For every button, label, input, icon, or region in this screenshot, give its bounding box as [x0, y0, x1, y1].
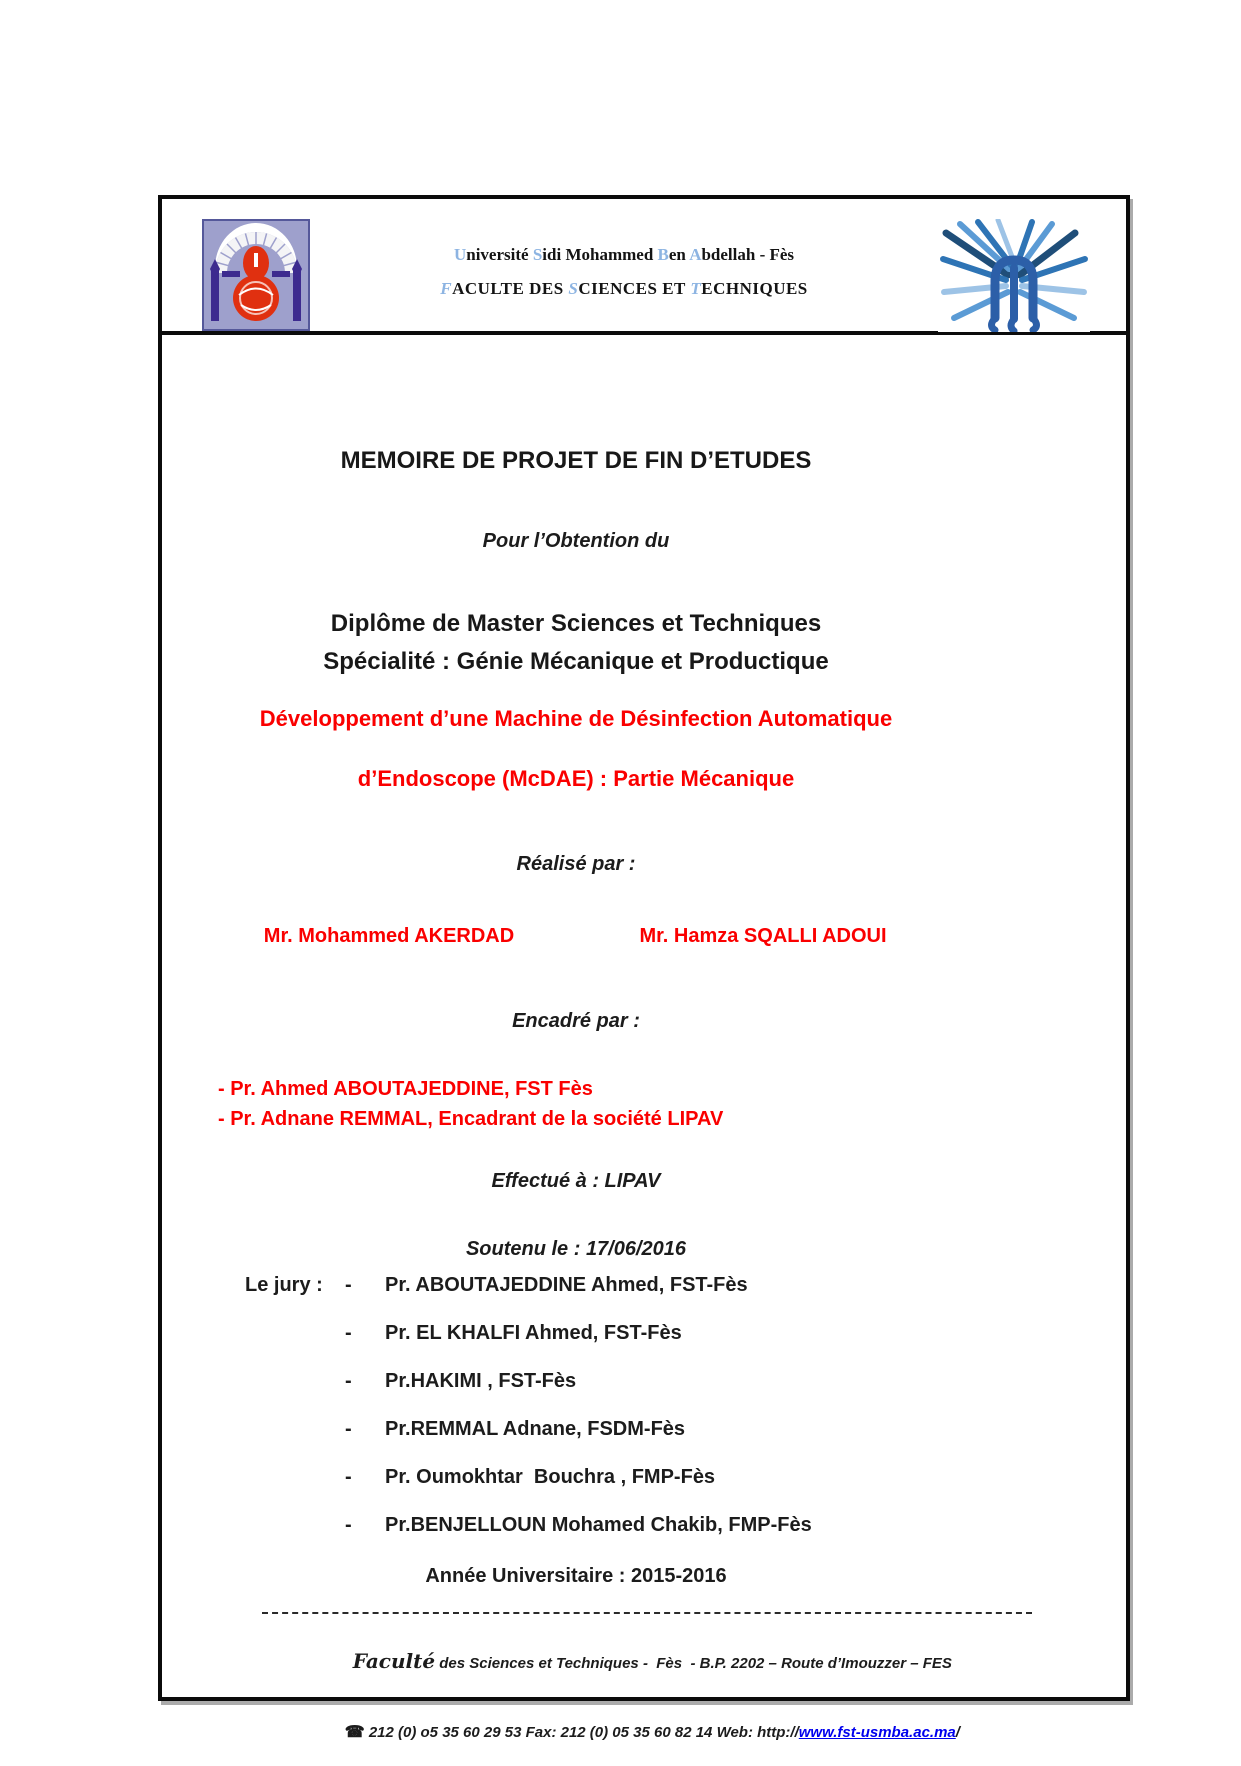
- soutenu-le-line: Soutenu le : 17/06/2016: [465, 1238, 687, 1260]
- document-title: MEMOIRE DE PROJET DE FIN D’ETUDES: [340, 447, 812, 474]
- jury-row: [202, 1357, 950, 1405]
- jury-row: [202, 1453, 950, 1501]
- advisors-list: [218, 1074, 950, 1134]
- advisor-item: - Pr. Ahmed ABOUTAJEDDINE, FST Fès: [218, 1078, 593, 1100]
- jury-member: Pr. ABOUTAJEDDINE Ahmed, FST-Fès: [385, 1273, 748, 1296]
- jury-row: [202, 1501, 950, 1549]
- degree-title: [202, 605, 950, 681]
- pour-obtention-subtitle: Pour l’Obtention du: [482, 530, 670, 552]
- cover-content: [162, 446, 1126, 1588]
- jury-member: Pr. EL KHALFI Ahmed, FST-Fès: [385, 1321, 682, 1344]
- author-left: Mr. Mohammed AKERDAD: [263, 925, 515, 947]
- jury-bullet: -: [345, 1273, 352, 1296]
- fst-emblem-icon: [938, 219, 1090, 332]
- effectue-a-line: Effectué à : LIPAV: [491, 1170, 661, 1192]
- jury-member: Pr.BENJELLOUN Mohamed Chakib, FMP-Fès: [385, 1513, 812, 1536]
- jury-bullet: -: [345, 1321, 352, 1344]
- jury-bullet: -: [345, 1465, 352, 1488]
- jury-member: Pr.REMMAL Adnane, FSDM-Fès: [385, 1417, 686, 1440]
- jury-bullet: -: [345, 1513, 352, 1536]
- jury-member: Pr. Oumokhtar Bouchra , FMP-Fès: [385, 1465, 716, 1488]
- degree-line1: Diplôme de Master Sciences et Techniques: [330, 610, 822, 637]
- faculty-name: FACULTE DES SCIENCES ET TECHNIQUES: [440, 279, 808, 298]
- footer-website-link[interactable]: www.fst-usmba.ac.ma: [798, 1724, 956, 1741]
- jury-row: [202, 1309, 950, 1357]
- jury-section: [202, 1261, 950, 1549]
- institution-titles: [310, 219, 938, 299]
- jury-bullet: -: [345, 1417, 352, 1440]
- phone-icon: ☎: [344, 1724, 365, 1741]
- authors-row: [202, 924, 950, 948]
- header: [162, 199, 1126, 335]
- jury-bullet: -: [345, 1369, 352, 1392]
- encadre-par-label: Encadré par :: [512, 1010, 640, 1032]
- jury-label: Le jury :: [245, 1273, 323, 1296]
- jury-member: Pr.HAKIMI , FST-Fès: [385, 1369, 577, 1392]
- footer-contact-text: 212 (0) o5 35 60 29 53 Fax: 212 (0) 05 35 60 82 14 Web: http://: [364, 1724, 799, 1741]
- footer-address-rest: des Sciences et Techniques - Fès - B.P. 2202 – Route d’Imouzzer – FES: [435, 1655, 952, 1672]
- degree-line2: Spécialité : Génie Mécanique et Productique: [323, 648, 829, 675]
- thesis-subject-line2: d’Endoscope (McDAE) : Partie Mécanique: [357, 766, 795, 791]
- thesis-subject-line1: Développement d’une Machine de Désinfection Automatique: [259, 706, 893, 731]
- footer-address-line: [162, 1628, 1126, 1697]
- footer-link-slash: /: [955, 1724, 960, 1741]
- academic-year-line: Année Universitaire : 2015-2016: [425, 1565, 727, 1587]
- jury-row: [202, 1405, 950, 1453]
- footer-faculty-word: Faculté: [352, 1649, 436, 1673]
- page-border-frame: [158, 195, 1130, 1741]
- usmba-university-crest-icon: [202, 219, 310, 331]
- dashed-divider: [262, 1612, 1032, 1614]
- university-name: Université Sidi Mohammed Ben Abdellah - Fès: [453, 245, 795, 264]
- advisor-item: - Pr. Adnane REMMAL, Encadrant de la société LIPAV: [218, 1108, 724, 1130]
- author-right: Mr. Hamza SQALLI ADOUI: [639, 925, 887, 947]
- realise-par-label: Réalisé par :: [516, 853, 636, 875]
- footer-contact-line: [162, 1700, 1126, 1766]
